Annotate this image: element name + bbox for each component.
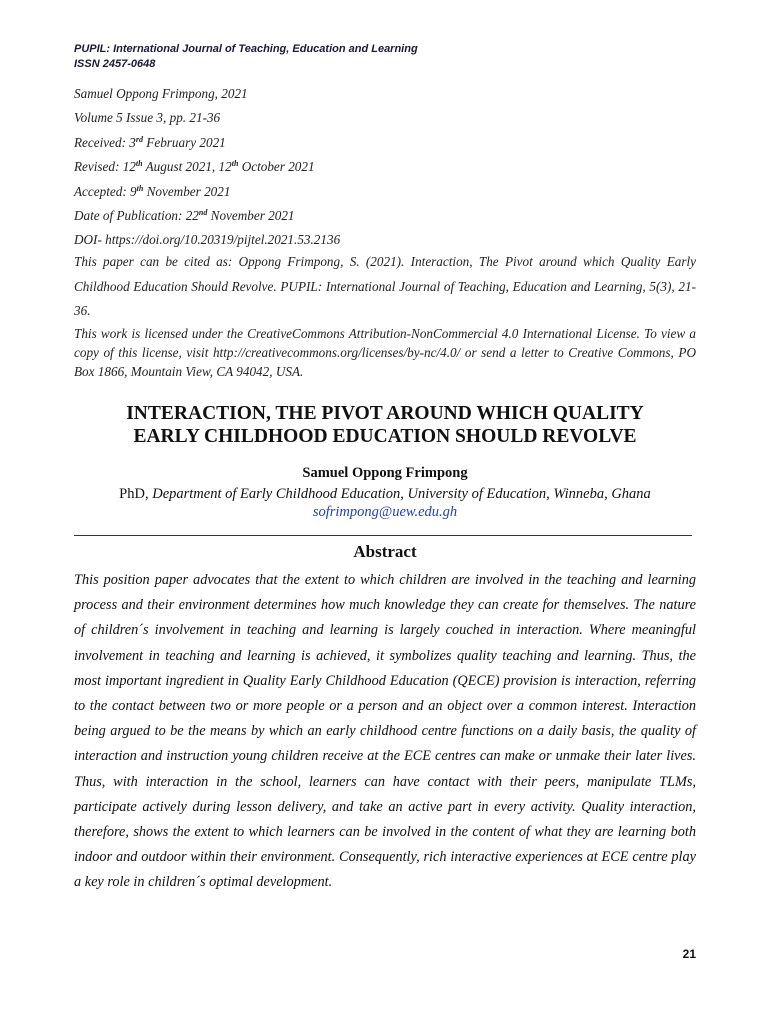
author-affiliation: [74, 484, 696, 504]
author-year: Samuel Oppong Frimpong, 2021: [74, 86, 248, 101]
author-email[interactable]: sofrimpong@uew.edu.gh: [312, 504, 458, 520]
title-line-2: EARLY CHILDHOOD EDUCATION SHOULD REVOLVE: [133, 426, 637, 447]
author-degree: PhD,: [119, 486, 153, 502]
abstract-body: This position paper advocates that the extent to which children are involved in the teaching and learning process and their environment determines how much knowledge they can create for themselves. The nature of children´s involvement in teaching and learning is largely couched in interaction. Where meaningful involvement in teaching and learning is achieved, it symbolizes quality teaching and learning. Thus, the most important ingredient in Quality Early Childhood Education (QECE) provision is interaction, referring to the contact between two or more people or a person and an object over a common interest. Interaction being argued to be the means by which an early childhood centre functions on a daily basis, the quality of interaction and instruction young children receive at the ECE centres can make or unmake their later lives. Thus, with interaction in the school, learners can have contact with their peers, manipulate TLMs, participate actively during lesson delivery, and take an active part in every activity. Quality interaction, therefore, shows the extent to which learners can be involved in the content of what they are learning both indoor and outdoor within their environment. Consequently, rich interactive experiences at ECE centre play a key role in children´s optimal development.: [74, 572, 696, 891]
author-name: Samuel Oppong Frimpong: [302, 465, 468, 481]
journal-name: PUPIL: International Journal of Teaching, Education and Learning: [74, 43, 418, 55]
divider: [74, 535, 692, 536]
doi-link[interactable]: DOI- https://doi.org/10.20319/pijtel.2021.53.2136: [74, 232, 341, 248]
paper-title: [74, 402, 696, 448]
accepted-date: Accepted: 9th November 2021: [74, 183, 231, 199]
volume-issue: Volume 5 Issue 3, pp. 21-36: [74, 110, 221, 126]
journal-header: [74, 42, 696, 72]
publication-date: Date of Publication: 22nd November 2021: [74, 208, 295, 224]
author-department: Department of Early Childhood Education, University of Education, Winneba, Ghana: [152, 486, 651, 502]
article-metadata: [74, 82, 696, 253]
received-date: Received: 3rd February 2021: [74, 134, 226, 150]
page-number: 21: [682, 947, 696, 961]
abstract-heading: Abstract: [353, 542, 417, 561]
title-line-1: INTERACTION, THE PIVOT AROUND WHICH QUALITY: [126, 403, 644, 424]
license-text: This work is licensed under the CreativeCommons Attribution-NonCommercial 4.0 International License. To view a copy of this license, visit http://creativecommons.org/licenses/by-nc/4.0/ or send a letter to Creative Commons, PO Box 1866, Mountain View, CA 94042, USA.: [74, 326, 696, 379]
issn: ISSN 2457-0648: [74, 58, 156, 70]
citation-text: This paper can be cited as: Oppong Frimpong, S. (2021). Interaction, The Pivot around which Quality Early Childhood Education Should Revolve. PUPIL: International Journal of Teaching, Education and Learning, 5(3), 21-36.: [74, 254, 696, 318]
revised-date: Revised: 12th August 2021, 12th October 2021: [74, 159, 315, 175]
